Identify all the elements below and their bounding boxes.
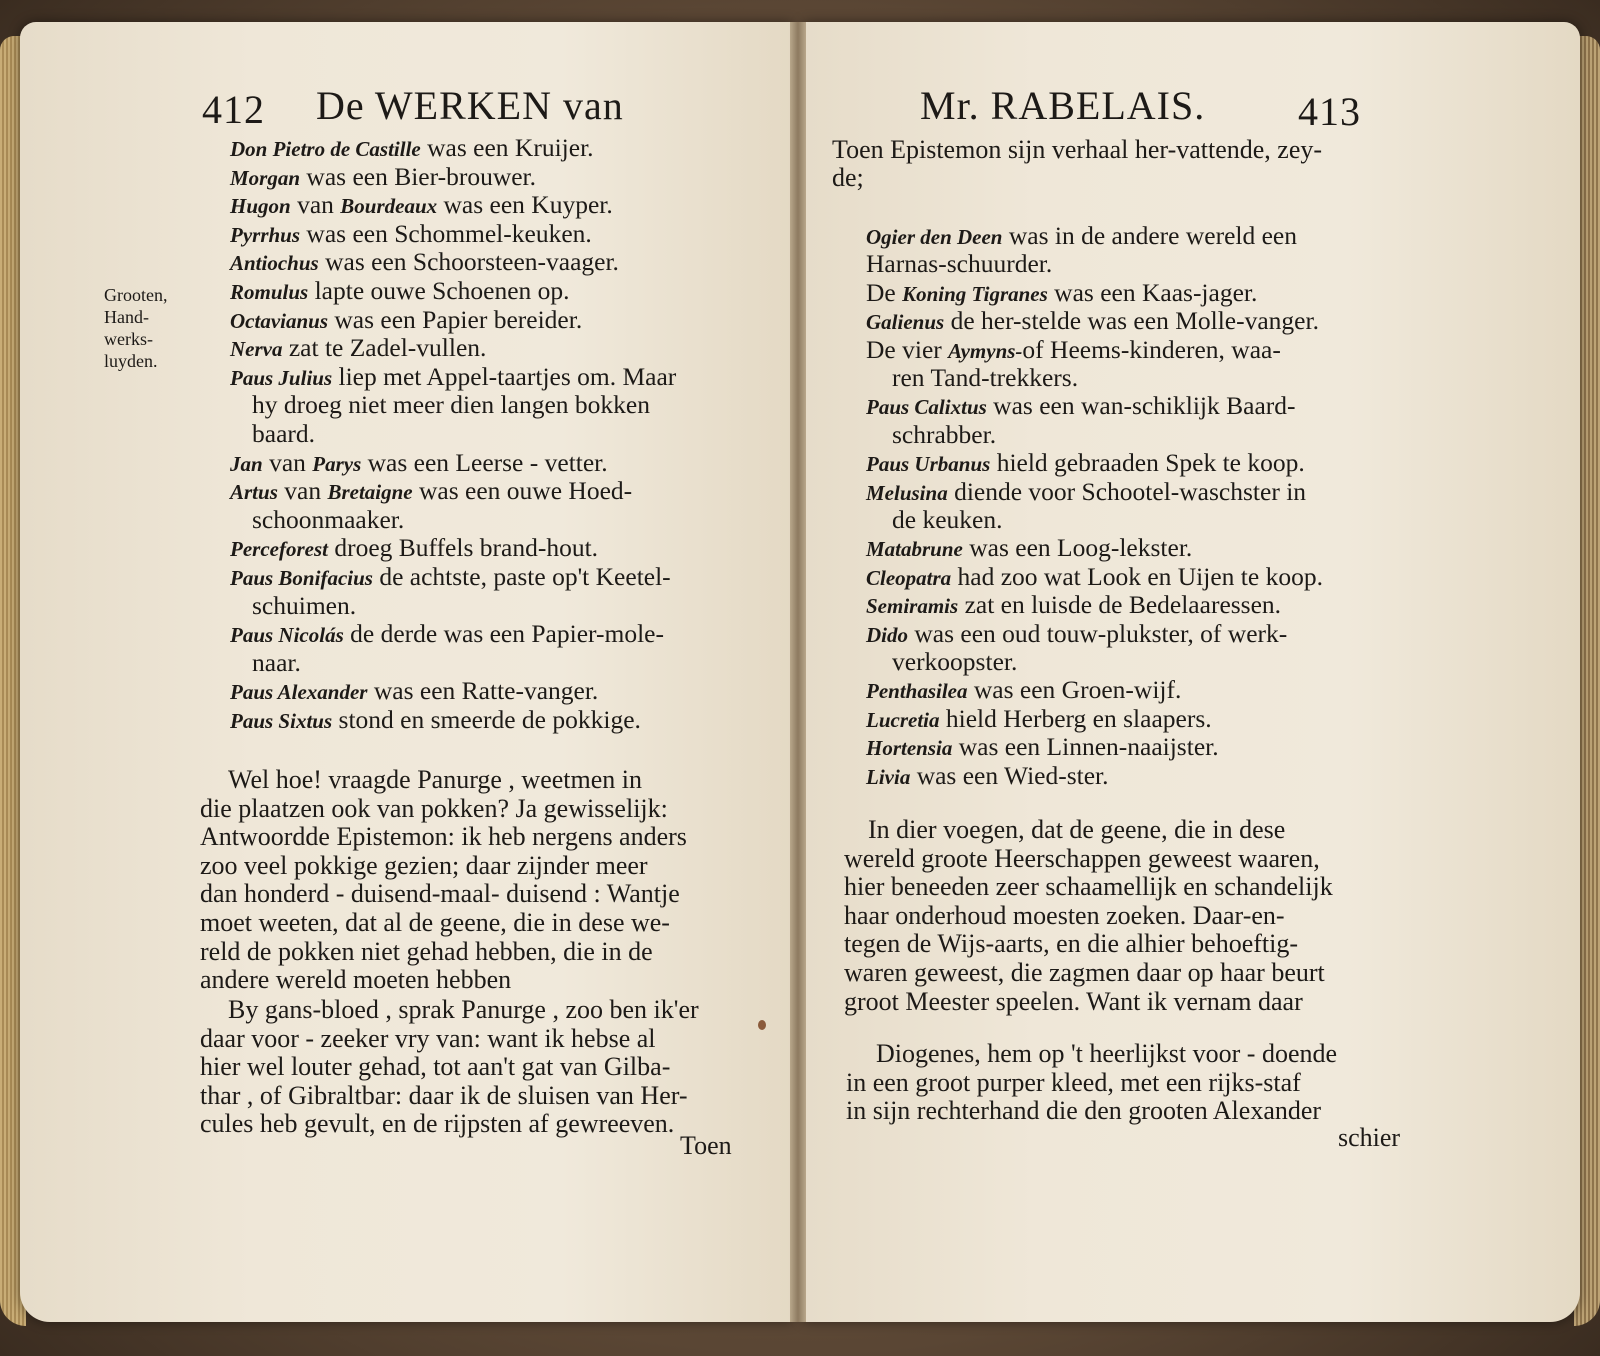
text-line <box>200 823 687 851</box>
proper-name: Cleopatra <box>866 565 952 590</box>
text-line <box>892 364 1078 392</box>
text-run: de achtste, paste op't Keetel- <box>372 562 671 591</box>
text-line <box>844 845 1320 873</box>
proper-name: Matabrune <box>866 537 963 562</box>
text-run: naar. <box>252 647 301 677</box>
proper-name: Paus Sixtus <box>230 709 333 733</box>
text-line <box>200 795 668 823</box>
text-line <box>866 620 1287 649</box>
proper-name: Jan <box>230 451 263 476</box>
text-run: Diogenes, hem op 't heerlijkst voor - doende <box>876 1039 1338 1068</box>
text-run: in een groot purper kleed, met een rijks-staf <box>846 1067 1301 1097</box>
text-run: was een Wied-ster. <box>910 760 1109 790</box>
text-line <box>866 762 1109 791</box>
proper-name: Paus Urbanus <box>866 452 991 477</box>
proper-name: Antiochus <box>230 251 319 276</box>
text-run: ren Tand-trekkers. <box>892 363 1079 392</box>
text-line <box>866 591 1281 620</box>
text-line <box>846 1097 1321 1125</box>
text-line <box>200 880 680 908</box>
text-run: zoo veel pokkige gezien; daar zijnder meer <box>200 850 648 880</box>
proper-name: Octavianus <box>230 308 329 333</box>
text-line <box>866 222 1297 251</box>
text-line <box>200 1110 674 1138</box>
proper-name: Romulus <box>230 280 309 304</box>
text-line <box>876 1040 1337 1068</box>
text-run: of Heems-kinderen, waa- <box>1022 334 1281 364</box>
text-line <box>844 902 1285 930</box>
proper-name: Morgan <box>230 165 301 190</box>
text-run: tegen de Wijs-aarts, en die alhier behoeftig- <box>844 929 1299 959</box>
proper-name: Galienus <box>866 310 945 335</box>
text-run: zat en luisde de Bedelaaressen. <box>958 590 1282 620</box>
text-line <box>230 677 598 706</box>
text-run: liep met Appel-taartjes om. Maar <box>332 361 677 391</box>
text-run: hield Herberg en slaapers. <box>939 703 1212 733</box>
text-run: was een Groen-wijf. <box>967 675 1182 705</box>
text-line <box>230 563 671 592</box>
text-run: Wel hoe! vraagde Panurge , weetmen in <box>228 765 642 794</box>
text-run: By gans-bloed , sprak Panurge , zoo ben ik'er <box>228 995 699 1024</box>
text-line <box>866 392 1296 421</box>
proper-name: Pyrrhus <box>230 222 301 247</box>
text-line <box>230 248 619 277</box>
proper-name: Paus Alexander <box>230 680 368 705</box>
proper-name: Melusina <box>866 480 948 505</box>
text-line <box>230 449 608 478</box>
text-line <box>892 648 1017 676</box>
text-line <box>866 478 1306 507</box>
text-run: hield gebraaden Spek te koop. <box>990 448 1305 478</box>
text-line <box>200 1025 656 1053</box>
text-line <box>230 477 632 506</box>
text-run: Antwoordde Epistemon: ik heb nergens anders <box>200 822 687 852</box>
text-run: De vier <box>866 334 949 364</box>
text-run: in sijn rechterhand die den grooten Alexander <box>846 1096 1322 1126</box>
text-run: cules heb gevult, en de rijpsten af gewreeven. <box>200 1109 675 1139</box>
text-run: de; <box>832 163 864 192</box>
text-line <box>200 1082 688 1110</box>
text-run: wereld groote Heerschappen geweest waaren, <box>844 843 1320 873</box>
proper-name: Paus Julius <box>230 365 333 390</box>
text-line <box>252 391 650 419</box>
text-run: reld de pokken niet gehad hebben, die in de <box>200 936 653 966</box>
proper-name: Don Pietro de Castille <box>230 137 421 161</box>
right-page <box>802 22 1580 1322</box>
text-run: diende voor Schootel-waschster in <box>947 476 1307 506</box>
left-running-title: De WERKEN van <box>316 83 624 128</box>
text-line <box>844 873 1333 901</box>
proper-name: Bourdeaux <box>340 194 438 219</box>
text-run: andere wereld moeten hebben <box>200 965 512 995</box>
text-run: was een oud touw-plukster, of werk- <box>908 618 1288 648</box>
right-page-number: 413 <box>1298 89 1361 134</box>
text-run: was een Ratte-vanger. <box>367 676 599 706</box>
text-run: De <box>866 277 903 307</box>
text-run: haar onderhoud moesten zoeken. Daar-en- <box>844 900 1285 930</box>
text-run: van <box>290 190 341 220</box>
text-run: hier wel louter gehad, tot aan't gat van Gilba- <box>200 1052 671 1082</box>
text-line <box>230 163 536 192</box>
left-catchword: Toen <box>680 1131 732 1160</box>
text-line <box>832 164 864 192</box>
text-run: de her-stelde was een Molle-vanger. <box>944 306 1319 336</box>
text-line <box>230 363 676 392</box>
text-run: droeg Buffels brand-hout. <box>327 533 599 563</box>
text-run: was een Loog-lekster. <box>962 533 1193 563</box>
text-run: dan honderd - duisend-maal- duisend : Wantje <box>200 879 680 909</box>
proper-name: Hugon <box>230 194 291 219</box>
proper-name: Bretaigne <box>327 480 413 505</box>
text-run: hy droeg niet meer dien langen bokken <box>252 390 650 420</box>
text-line <box>230 334 486 363</box>
text-run: verkoopster. <box>892 647 1018 676</box>
text-run: was een Schommel-keuken. <box>300 218 592 248</box>
text-run: thar , of Gibraltbar: daar ik de sluisen van Her- <box>200 1080 688 1110</box>
text-run: de keuken. <box>892 505 1003 534</box>
proper-name: Parys <box>312 451 362 476</box>
text-run: waren geweest, die zagmen daar op haar beurt <box>844 958 1325 987</box>
proper-name: Paus Calixtus <box>866 395 987 420</box>
text-line <box>230 306 582 335</box>
text-line <box>228 766 642 794</box>
text-run: hier beneeden zeer schaamellijk en schandelijk <box>844 872 1333 902</box>
text-line <box>846 1069 1301 1097</box>
text-run: In dier voegen, dat de geene, die in dese <box>868 815 1286 844</box>
proper-name: Perceforest <box>230 537 328 562</box>
text-line <box>866 336 1281 365</box>
text-run: stond en smeerde de pokkige. <box>332 705 641 734</box>
text-line <box>844 988 1303 1016</box>
text-line <box>844 959 1325 987</box>
left-page-number: 412 <box>202 87 265 132</box>
text-run: was een ouwe Hoed- <box>412 476 633 506</box>
text-run: de derde was een Papier-mole- <box>343 619 664 649</box>
text-run: had zoo wat Look en Uijen te koop. <box>951 561 1323 591</box>
text-run: was een Bier-brouwer. <box>300 161 537 191</box>
margin-note <box>104 284 167 372</box>
text-line <box>252 649 301 677</box>
text-line <box>228 996 699 1024</box>
proper-name: Lucretia <box>866 707 940 732</box>
text-run: Toen Epistemon sijn verhaal her-vattende, zey- <box>832 135 1323 164</box>
text-line <box>200 852 648 880</box>
text-line <box>866 534 1192 563</box>
text-run: was een Kaas-jager. <box>1047 277 1258 307</box>
text-line <box>200 909 670 937</box>
text-line <box>252 592 356 620</box>
text-line <box>230 534 598 563</box>
text-line <box>252 506 404 534</box>
text-run: moet weeten, dat al de geene, die in dese we- <box>200 908 670 937</box>
text-run: schrabber. <box>892 419 997 449</box>
proper-name: Nerva <box>230 337 283 362</box>
text-run: schuimen. <box>252 590 357 620</box>
text-line <box>866 705 1212 734</box>
proper-name: Paus Bonifacius <box>230 566 373 590</box>
text-line <box>230 220 592 249</box>
text-line <box>230 191 613 220</box>
text-run: was een Leerse - vetter. <box>361 447 608 477</box>
text-line <box>200 938 653 966</box>
proper-name: Semiramis <box>866 594 959 619</box>
text-line <box>868 816 1285 844</box>
text-run: was een Kuyper. <box>437 190 613 220</box>
text-line <box>832 136 1322 164</box>
right-catchword: schier <box>1338 1123 1401 1152</box>
text-line <box>230 620 664 649</box>
text-line <box>252 420 315 448</box>
proper-name: Aymyns- <box>948 338 1023 363</box>
text-run: van <box>277 476 328 506</box>
text-run: die plaatzen ook van pokken? Ja gewisselijk: <box>200 793 668 823</box>
text-run: schoonmaaker. <box>252 504 405 534</box>
text-run: Harnas-schuurder. <box>866 249 1053 279</box>
left-page <box>20 22 794 1322</box>
right-running-title: Mr. RABELAIS. <box>920 83 1206 128</box>
text-line <box>866 733 1219 762</box>
proper-name: Dido <box>866 622 908 647</box>
text-line <box>844 930 1298 958</box>
text-line <box>866 449 1305 478</box>
text-line <box>892 421 996 449</box>
book-gutter <box>790 22 806 1322</box>
text-run: van <box>262 447 313 477</box>
proper-name: Paus Nicolás <box>230 623 344 648</box>
proper-name: Livia <box>866 764 911 789</box>
margin-note-line: werks- <box>104 329 153 349</box>
text-line <box>230 277 570 306</box>
text-line <box>866 563 1323 592</box>
text-line <box>866 676 1181 705</box>
text-run: daar voor - zeeker vry van: want ik hebse al <box>200 1023 656 1053</box>
ink-spot <box>758 1020 766 1030</box>
proper-name: Koning Tigranes <box>902 281 1048 306</box>
text-run: was een Schoorsteen-vaager. <box>318 247 619 277</box>
text-line <box>866 307 1319 336</box>
text-run: was in de andere wereld een <box>1002 221 1298 250</box>
text-line <box>230 134 594 163</box>
proper-name: Artus <box>230 480 278 505</box>
text-run: was een Papier bereider. <box>328 304 583 334</box>
text-run: groot Meester speelen. Want ik vernam daar <box>844 986 1303 1016</box>
margin-note-line: luyden. <box>104 351 158 371</box>
proper-name: Hortensia <box>866 736 953 761</box>
text-run: lapte ouwe Schoenen op. <box>308 276 570 305</box>
margin-note-line: Grooten, <box>104 285 168 305</box>
text-run: was een Linnen-naaijster. <box>952 732 1219 762</box>
text-run: baard. <box>252 419 316 448</box>
text-run: was een Kruijer. <box>420 133 594 162</box>
text-line <box>230 706 641 735</box>
proper-name: Penthasilea <box>866 679 968 704</box>
text-line <box>866 250 1052 278</box>
margin-note-line: Hand- <box>104 307 149 327</box>
text-line <box>892 506 1002 534</box>
text-line <box>200 966 511 994</box>
text-line <box>200 1053 670 1081</box>
text-run: zat te Zadel-vullen. <box>282 333 487 363</box>
text-line <box>866 279 1257 308</box>
proper-name: Ogier den Deen <box>866 225 1003 249</box>
text-run: was een wan-schiklijk Baard- <box>986 391 1296 421</box>
